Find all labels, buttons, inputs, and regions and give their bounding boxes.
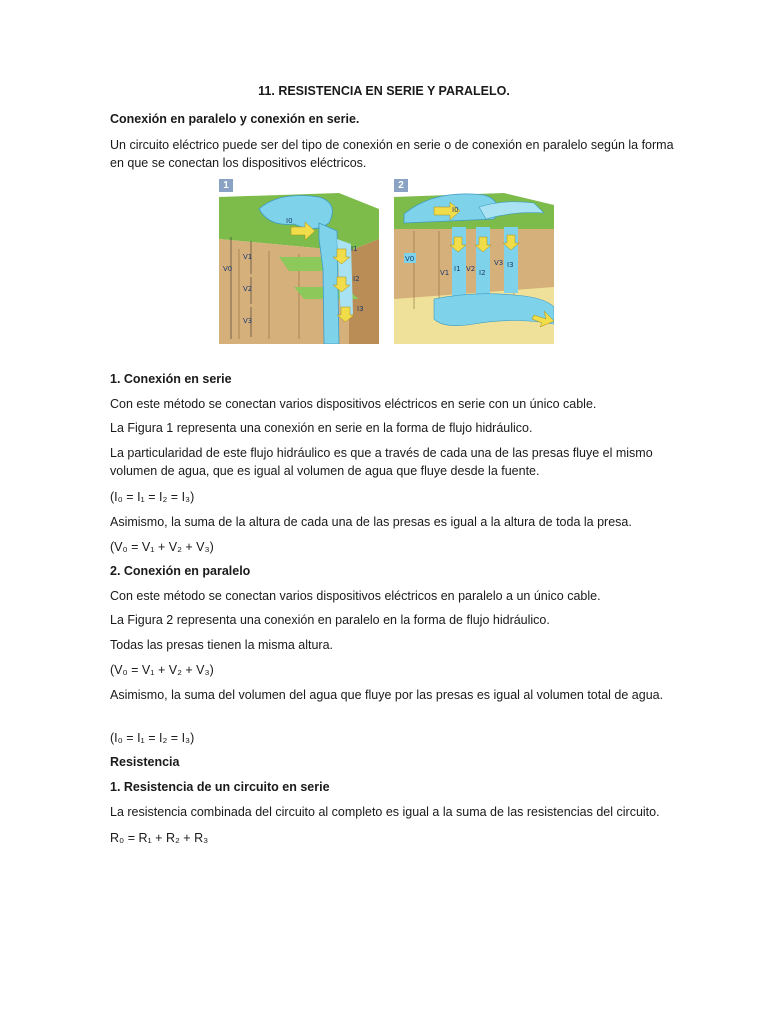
label-v2: V2: [466, 265, 476, 273]
label-v2: V2: [243, 285, 253, 293]
parallel-paragraph-3: Todas las presas tienen la misma altura.: [110, 638, 334, 652]
label-i0: I0: [452, 206, 459, 214]
label-i1: I1: [454, 265, 461, 273]
series-paragraph-4: Asimismo, la suma de la altura de cada una de las presas es igual a la altura de toda la presa.: [110, 515, 632, 529]
figure-1-illustration: [219, 179, 379, 344]
figure-1-number: 1: [219, 179, 233, 192]
resistance-heading: Resistencia: [110, 755, 180, 769]
label-i3: I3: [357, 305, 364, 313]
resistance-series-heading: 1. Resistencia de un circuito en serie: [110, 780, 330, 794]
parallel-equation-1: (V₀ = V₁ + V₂ + V₃): [110, 663, 214, 677]
resistance-series-equation: R₀ = R₁ + R₂ + R₃: [110, 831, 209, 845]
intro-paragraph: Un circuito eléctrico puede ser del tipo de conexión en serie o de conexión en paralelo según la forma en que se conectan los dispositivos eléctricos.: [110, 138, 674, 170]
label-v0: V0: [405, 255, 415, 263]
label-v1: V1: [440, 269, 450, 277]
series-heading: 1. Conexión en serie: [110, 372, 232, 386]
label-v1: V1: [243, 253, 253, 261]
series-equation-1: (I₀ = I₁ = I₂ = I₃): [110, 490, 195, 504]
label-i1: I1: [351, 245, 358, 253]
figure-parallel-flow: [394, 179, 554, 344]
series-paragraph-2: La Figura 1 representa una conexión en serie en la forma de flujo hidráulico.: [110, 421, 533, 435]
parallel-paragraph-4: Asimismo, la suma del volumen del agua que fluye por las presas es igual al volumen total de agua.: [110, 688, 664, 702]
resistance-series-paragraph: La resistencia combinada del circuito al completo es igual a la suma de las resistencias del circuito.: [110, 805, 660, 819]
page-title: 11. RESISTENCIA EN SERIE Y PARALELO.: [258, 84, 510, 98]
figure-2-illustration: [394, 179, 554, 344]
series-equation-2: (V₀ = V₁ + V₂ + V₃): [110, 540, 214, 554]
figure-2-number: 2: [394, 179, 408, 192]
label-v0: V0: [223, 265, 233, 273]
label-i3: I3: [507, 261, 514, 269]
parallel-paragraph-1: Con este método se conectan varios dispositivos eléctricos en paralelo a un único cable.: [110, 589, 601, 603]
figures-area: [219, 179, 569, 344]
figure-series-flow: [219, 179, 379, 344]
label-i2: I2: [353, 275, 360, 283]
parallel-paragraph-2: La Figura 2 representa una conexión en paralelo en la forma de flujo hidráulico.: [110, 613, 550, 627]
parallel-equation-2: (I₀ = I₁ = I₂ = I₃): [110, 731, 195, 745]
series-paragraph-1: Con este método se conectan varios dispositivos eléctricos en serie con un único cable.: [110, 397, 597, 411]
parallel-heading: 2. Conexión en paralelo: [110, 564, 251, 578]
intro-heading: Conexión en paralelo y conexión en serie.: [110, 112, 360, 126]
label-i2: I2: [479, 269, 486, 277]
series-paragraph-3: La particularidad de este flujo hidráulico es que a través de cada una de las presas fluye el mismo volumen de agua, que es igual al volumen de agua que fluye desde la fuente.: [110, 446, 653, 478]
label-v3: V3: [243, 317, 253, 325]
label-i0: I0: [286, 217, 293, 225]
label-v3: V3: [494, 259, 504, 267]
